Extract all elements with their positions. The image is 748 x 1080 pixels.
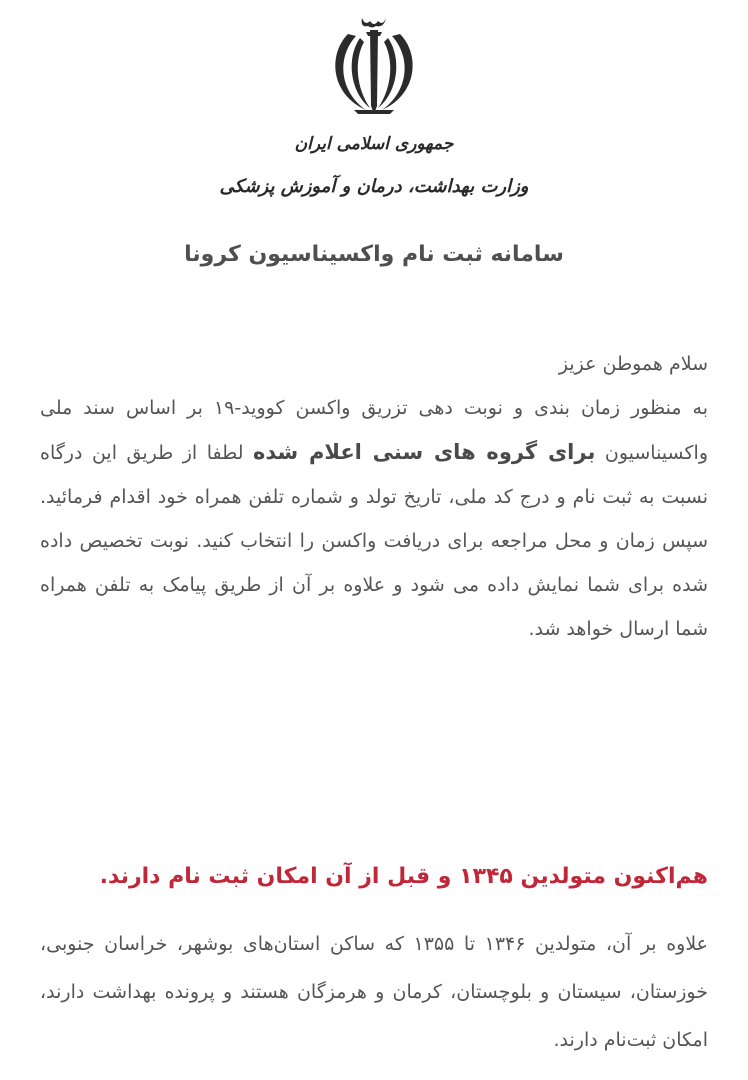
additional-eligibility-text: علاوه بر آن، متولدین ۱۳۴۶ تا ۱۳۵۵ که ساکن استان‌های بوشهر، خراسان جنوبی، خوزستان، سیستان و بلوچستان، کرمان و هرمزگان هستند و پرونده بهداشت دارند، امکان ثبت‌نام دارند. [40, 933, 708, 1051]
greeting: سلام هموطن عزیز [558, 353, 708, 375]
instructions-highlight: برای گروه های سنی اعلام شده [253, 440, 596, 464]
additional-eligibility [40, 920, 708, 1064]
page-title: سامانه ثبت نام واکسیناسیون کرونا [184, 242, 564, 267]
instructions-part-2: لطفا از طریق این درگاه نسبت به ثبت نام و درج کد ملی، تاریخ تولد و شماره تلفن همراه خود اقدام فرمائید. سپس زمان و محل مراجعه برای دریافت واکسن را انتخاب کنید. نوبت تخصیص داده شده برای شما نمایش داده می شود و علاوه بر آن از طریق پیامک به تلفن همراه شما ارسال خواهد شد. [40, 442, 708, 640]
intro-text [40, 342, 708, 651]
instructions-paragraph [40, 386, 708, 651]
instructions-part-1: به منظور زمان بندی و نوبت دهی تزریق واکسن کووید-۱۹ بر اساس سند ملی واکسیناسیون [40, 397, 709, 464]
iran-emblem-icon [326, 14, 422, 124]
government-name: جمهوری اسلامی ایران [294, 134, 454, 154]
eligibility-notice: هم‌اکنون متولدین ۱۳۴۵ و قبل از آن امکان ثبت نام دارند. [99, 864, 708, 889]
emblem-container [0, 14, 748, 124]
ministry-name: وزارت بهداشت، درمان و آموزش پزشکی [219, 176, 529, 197]
